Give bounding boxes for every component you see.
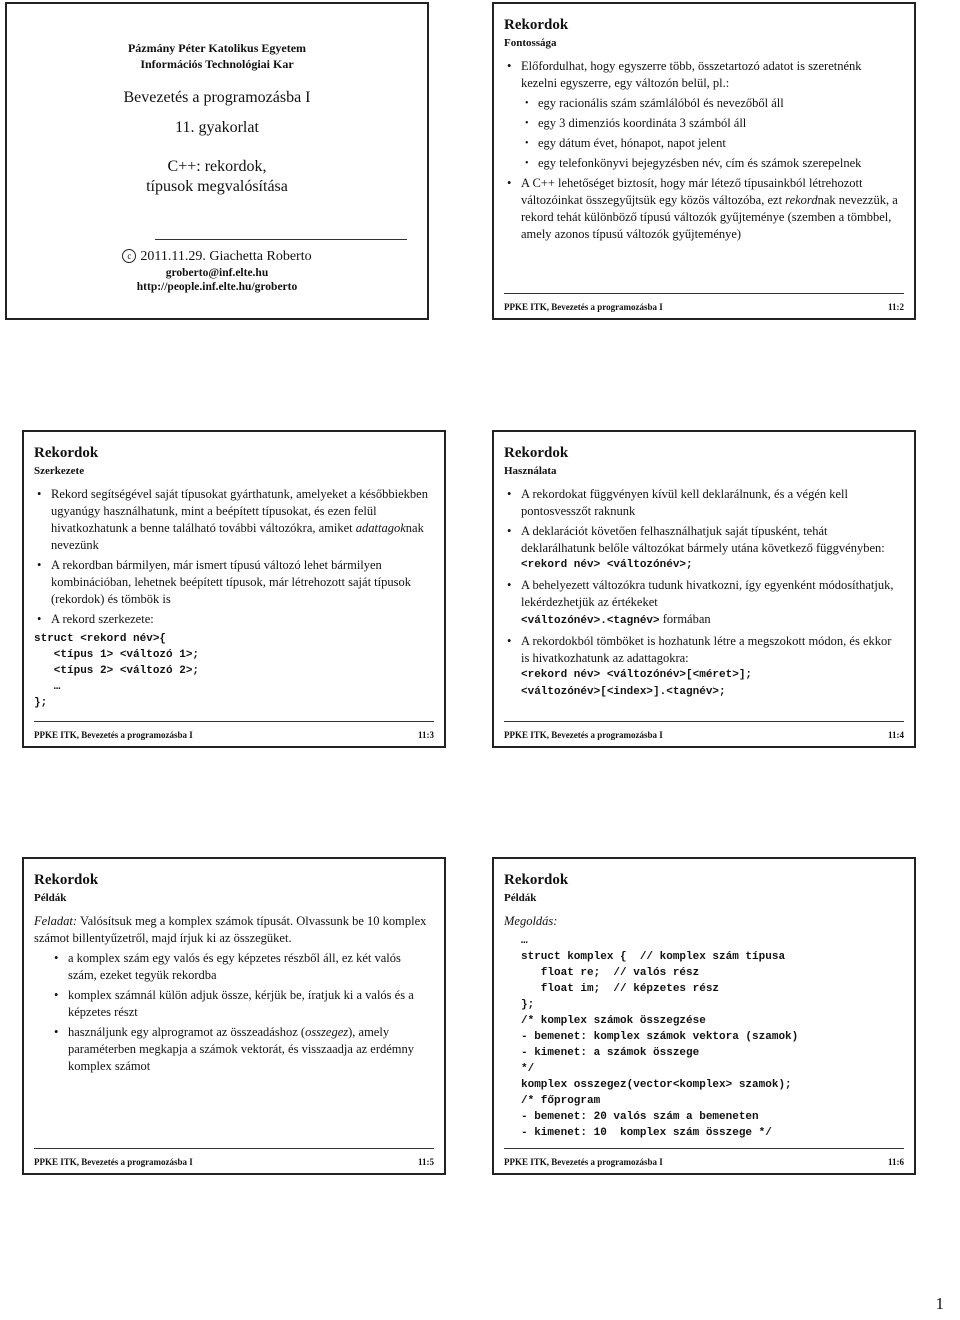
- slide-body: [504, 486, 900, 704]
- course-title: Bevezetés a programozásba I: [123, 89, 311, 106]
- slide-footer: [504, 721, 904, 740]
- bullet-text: nak nevezünk: [51, 521, 424, 552]
- code-block: struct <rekord név>{ <típus 1> <változó 1>; <típus 2> <változó 2>; … };: [34, 633, 200, 709]
- sub-bullet: • egy 3 dimenziós koordináta 3 számból áll: [504, 115, 900, 132]
- slide-subtitle: Fontossága: [504, 37, 557, 49]
- slide-body: [504, 913, 900, 1141]
- slide-header: [504, 16, 568, 50]
- slide-szerkezete: [22, 430, 446, 748]
- bullet-text: ), amely paraméterben megkapja a számok vektorát, és visszaadja az erdémny komplex számot: [68, 1025, 415, 1073]
- bullet-text: formában: [659, 612, 711, 626]
- slide-subtitle: Példák: [34, 892, 67, 904]
- subtitle-line-1: C++: rekordok,: [167, 158, 267, 175]
- bullet: [34, 486, 430, 554]
- bullet: [504, 175, 900, 243]
- bullet: • Előfordulhat, hogy egyszerre több, összetartozó adatot is szeretnénk kezelni egyszerre, egy változón belül, pl.:: [504, 58, 900, 92]
- footer-course: PPKE ITK, Bevezetés a programozásba I: [34, 1157, 193, 1167]
- code-block: … struct komplex { // komplex szám típusa float re; // valós rész float im; // képzetes rész }; /* komplex számok összegzése - bemenet: komplex számok vektora (szamok) - kimenet: a számok összege */ komplex osszegez(vector<komplex> szamok); /* főprogram - bemenet: 20 valós szám a bemeneten - kimenet: 10 komplex szám összege */: [521, 935, 799, 1139]
- slide-footer: [504, 1148, 904, 1167]
- bullet-text: használjunk egy alprogramot az összeadáshoz (: [68, 1025, 306, 1039]
- author-text: 2011.11.29. Giachetta Roberto: [140, 249, 312, 264]
- bullet: • A rekordban bármilyen, már ismert típusú változó lehet bármilyen kombinációban, lehetnek beépített típusok, már létrehozott saját típusok (rekordok) és tömbök is: [34, 557, 430, 608]
- sub-bullet: • egy telefonkönyvi bejegyzésben név, cím és számok szerepelnek: [504, 155, 900, 172]
- bullet: [504, 633, 900, 701]
- lecture-subtitle: [7, 157, 427, 197]
- slide-body: [34, 913, 430, 1078]
- footer-course: PPKE ITK, Bevezetés a programozásba I: [504, 730, 663, 740]
- slide-title: Rekordok: [504, 872, 569, 888]
- task-text: [34, 913, 430, 947]
- solution-label: Megoldás:: [504, 914, 558, 928]
- bullet-text: A C++ lehetőséget biztosít, hogy már létező típusainkból létrehozott változóinkat összegyűjtsük egy közös változóba, ezt: [521, 176, 863, 207]
- slide-number: 11:5: [417, 1157, 434, 1167]
- slide-subtitle: Használata: [504, 465, 557, 477]
- author-line: [7, 248, 427, 265]
- task-label: Feladat:: [34, 914, 78, 928]
- institution: [7, 40, 427, 72]
- slide-header: [34, 871, 98, 905]
- slide-footer: [34, 721, 434, 740]
- slide-header: [34, 444, 98, 478]
- divider: [155, 239, 407, 240]
- slide-number: 11:6: [887, 1157, 904, 1167]
- bullet: [504, 523, 900, 574]
- slide-fontossaga: [492, 2, 916, 320]
- page-number: 1: [935, 1294, 944, 1313]
- slide-subtitle: Szerkezete: [34, 465, 85, 477]
- slide-body: [34, 486, 430, 711]
- email-link[interactable]: groberto@inf.elte.hu: [165, 267, 269, 279]
- slide-title: [5, 2, 429, 320]
- bullet: • a komplex szám egy valós és egy képzetes részből áll, ez két valós szám, ezeket tegyük rekordba: [51, 950, 430, 984]
- bullet-text: • A behelyezett változókra tudunk hivatkozni, így egyenként módosíthatjuk, lekérdezhetjük az értékeket: [521, 578, 894, 609]
- contact: [7, 266, 427, 294]
- term-emphasis: adattagok: [355, 521, 406, 535]
- subtitle-line-2: típusok megvalósítása: [146, 178, 288, 195]
- slide-footer: [504, 293, 904, 312]
- term-emphasis: osszegez: [305, 1025, 349, 1039]
- copyright-icon: c: [122, 249, 136, 263]
- slide-number: 11:4: [887, 730, 904, 740]
- code-inline: <változónév>.<tagnév>: [521, 615, 660, 627]
- institution-line-1: Pázmány Péter Katolikus Egyetem: [127, 41, 307, 55]
- bullet-text: nak nevezzük, a rekord tehát különböző típusú változók gyűjteménye (szemben a tömbbel, amely azonos típusú változók gyűjteménye): [521, 193, 898, 241]
- bullet-text: Rekord segítségével saját típusokat gyárthatunk, amelyeket a későbbiekben ugyanúgy használhatunk, mint a beépített típusokat, és ezen felül hivatkozhatunk a benne található további változókra, amiket: [51, 487, 428, 535]
- bullet: • komplex számnál külön adjuk össze, kérjük be, íratjuk ki a valós és a képzetes részt: [51, 987, 430, 1021]
- slide-title: Rekordok: [34, 872, 99, 888]
- lab-number: 11. gyakorlat: [175, 119, 259, 136]
- code-inline: <rekord név> <változónév>;: [521, 559, 693, 571]
- task-description: Valósítsuk meg a komplex számok típusát. Olvassunk be 10 komplex számot billentyűzetről, majd írjuk ki az összegüket.: [34, 914, 427, 945]
- footer-course: PPKE ITK, Bevezetés a programozásba I: [34, 730, 193, 740]
- bullet: • A rekord szerkezete:: [34, 611, 430, 628]
- bullet-text: • A rekordokból tömböket is hozhatunk létre a megszokott módon, és ekkor is hivatkozhatunk az adattagokra:: [521, 634, 892, 665]
- code-inline: <rekord név> <változónév>[<méret>];: [521, 669, 753, 681]
- slide-footer: [34, 1148, 434, 1167]
- slide-body: [504, 58, 900, 246]
- slide-header: [504, 871, 568, 905]
- slide-title: Rekordok: [34, 445, 99, 461]
- institution-line-2: Információs Technológiai Kar: [140, 57, 294, 71]
- footer-course: PPKE ITK, Bevezetés a programozásba I: [504, 1157, 663, 1167]
- bullet: • A rekordokat függvényen kívül kell deklarálnunk, és a végén kell pontosvesszőt raknunk: [504, 486, 900, 520]
- url-link[interactable]: http://people.inf.elte.hu/groberto: [136, 281, 298, 293]
- bullet: [504, 577, 900, 630]
- slide-hasznalata: [492, 430, 916, 748]
- slide-number: 11:2: [887, 302, 904, 312]
- code-inline: <változónév>[<index>].<tagnév>;: [521, 686, 726, 698]
- sub-bullet: • egy racionális szám számlálóból és nevezőből áll: [504, 95, 900, 112]
- slide-subtitle: Példák: [504, 892, 537, 904]
- term-emphasis: rekord: [785, 193, 818, 207]
- slide-header: [504, 444, 568, 478]
- slide-peldak-megoldas: [492, 857, 916, 1175]
- slide-title: Rekordok: [504, 445, 569, 461]
- bullet-text: • A deklarációt követően felhasználhatjuk saját típusként, tehát deklarálhatunk belőle változókat bármely utána következő függvényben:: [521, 524, 885, 555]
- sub-bullet: • egy dátum évet, hónapot, napot jelent: [504, 135, 900, 152]
- slide-number: 11:3: [417, 730, 434, 740]
- bullet: [51, 1024, 430, 1075]
- slide-peldak-feladat: [22, 857, 446, 1175]
- slide-title: Rekordok: [504, 17, 569, 33]
- footer-course: PPKE ITK, Bevezetés a programozásba I: [504, 302, 663, 312]
